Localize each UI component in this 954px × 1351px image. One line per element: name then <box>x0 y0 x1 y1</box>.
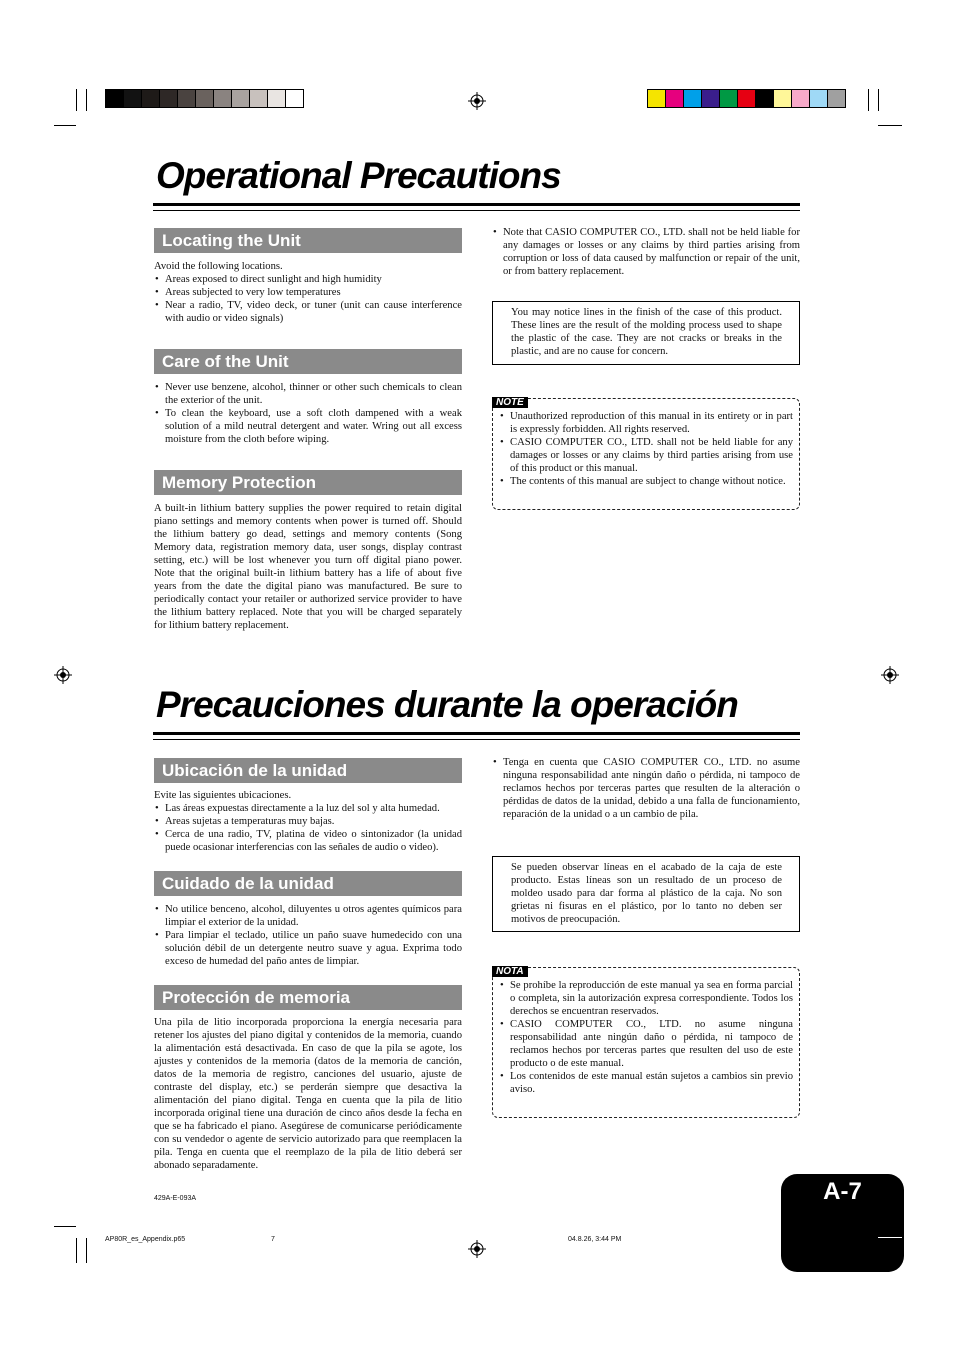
note-box <box>492 398 800 510</box>
list-item: • Cerca de una radio, TV, platina de video o sintonizador (la unidad puede ocasionar interferencias con las señales de audio o video). <box>154 828 462 854</box>
page-number-tab <box>781 1174 904 1272</box>
registration-mark-icon <box>881 666 899 684</box>
file-name: AP80R_es_Appendix.p65 <box>105 1236 186 1243</box>
list-item: • The contents of this manual are subject to change without notice. <box>499 475 793 488</box>
color-swatch <box>702 90 720 107</box>
list-item: • Para limpiar el teclado, utilice un paño suave humedecido con una solución débil de un detergente neutro suave y agua. Exprima todo exceso de humedad del paño antes de limpiar. <box>154 929 462 968</box>
print-timestamp: 04.8.26, 3:44 PM <box>568 1236 622 1243</box>
cuidado-text <box>154 903 462 968</box>
registration-mark-icon <box>468 1240 486 1258</box>
list-item: • Note that CASIO COMPUTER CO., LTD. shall not be held liable for any damages or losses or any claims by third parties arising from corruption or loss of data caused by malfunction or repair of the unit, or from battery replacement. <box>492 226 800 278</box>
section-heading-memory: Memory Protection <box>154 470 462 495</box>
list-item: • Areas sujetas a temperaturas muy bajas. <box>154 815 462 828</box>
molding-notice-box: You may notice lines in the finish of the case of this product. These lines are the result of the molding process used to shape the plastic of the case. They are not cracks or breaks in the plastic, and are no cause for concern. <box>492 301 800 365</box>
crop-mark <box>76 1238 77 1263</box>
list-item: • Unauthorized reproduction of this manual in its entirety or in part is expressly forbidden. All rights reserved. <box>499 410 793 436</box>
crop-mark <box>86 1238 87 1263</box>
color-swatch <box>106 90 124 107</box>
crop-mark <box>878 1237 902 1238</box>
color-swatch <box>268 90 286 107</box>
color-swatch <box>684 90 702 107</box>
section-heading-care: Care of the Unit <box>154 349 462 374</box>
section-heading-proteccion: Protección de memoria <box>154 985 462 1010</box>
page-title-en: Operational Precautions <box>156 155 561 196</box>
list-item: • Los contenidos de este manual están sujetos a cambios sin previo aviso. <box>499 1070 793 1096</box>
list-item: • Tenga en cuenta que CASIO COMPUTER CO., LTD. no asume ninguna responsabilidad ante ningún daño o pérdida, ni tampoco de reclamos hechos por terceras partes que resulten de la alteración o pérdidas de datos de la unidad, debido a una falla de funcionamiento, reparación de la unidad o a un cambio de pila. <box>492 756 800 821</box>
list-item: • Se prohíbe la reproducción de este manual ya sea en forma parcial o completa, sin la autorización expresa correspondiente. Todos los derechos se encuentran reservados. <box>499 979 793 1018</box>
color-swatch <box>124 90 142 107</box>
molding-notice-box: Se pueden observar líneas en el acabado de la caja de este producto. Estas líneas son un resultado de un proceso de moldeo usado para dar forma al plástico de la caja. No son grietas ni fisuras en el plástico, por lo tanto no deben ser motivos de preocupación. <box>492 856 800 932</box>
list-item: • Areas subjected to very low temperatures <box>154 286 462 299</box>
locating-text <box>154 260 462 325</box>
color-swatch <box>178 90 196 107</box>
memory-body: A built-in lithium battery supplies the power required to retain digital piano settings and memory contents when power is turned off. Should the lithium battery go dead, settings and memory contents (Song Memory data, registration memory data, user songs, display contrast setting, etc.) will be lost whenever you turn off digital piano power. Note that the original built-in lithium battery has a life of about five years from the date the digital piano was manufactured. Be sure to periodically contact your retailer or authorized service provider to have the lithium battery replaced. Note that you will be charged separately for lithium battery replacement. <box>154 503 462 631</box>
registration-mark-icon <box>54 666 72 684</box>
list-item: • To clean the keyboard, use a soft cloth dampened with a weak solution of a mild neutral detergent and water. Wring out all excess moisture from the cloth before wiping. <box>154 407 462 446</box>
section-heading-cuidado: Cuidado de la unidad <box>154 871 462 896</box>
color-swatch <box>756 90 774 107</box>
note-tag: NOTA <box>492 966 528 977</box>
color-swatch <box>810 90 828 107</box>
color-swatch <box>648 90 666 107</box>
page-number: A-7 <box>823 1178 862 1205</box>
note-box <box>492 967 800 1118</box>
page-title-es: Precauciones durante la operación <box>156 684 738 725</box>
color-swatch <box>250 90 268 107</box>
color-swatch <box>214 90 232 107</box>
care-text <box>154 381 462 446</box>
section-heading-ubicacion: Ubicación de la unidad <box>154 758 462 783</box>
crop-mark <box>86 89 87 111</box>
crop-mark <box>54 1226 76 1227</box>
grayscale-color-bar <box>105 89 304 108</box>
list-item: • CASIO COMPUTER CO., LTD. no asume ninguna responsabilidad ante ningún daño o pérdida, ni tampoco de reclamos hechos por terceras partes que resulten del uso de este producto o de este manual. <box>499 1018 793 1070</box>
note-text <box>499 410 793 488</box>
color-swatch <box>828 90 845 107</box>
crop-mark <box>878 89 879 111</box>
liability-text <box>492 226 800 278</box>
memory-body: Una pila de litio incorporada proporciona la energía necesaria para retener los ajustes del piano digital y contenidos de la memoria, cuando la alimentación está desactivada. En caso de que la pila se agote, los ajustes y contenidos de la memoria (datos de la memoria de canción, datos de la memoria de registro, canciones del usuario, ajuste de contraste del display, etc.) se perderán siempre que desactiva la alimentación del piano digital. Tenga en cuenta que la pila de litio incorporada original tiene una duración de cinco años desde la fecha en que se ha fabricado el piano. Asegúrese de comunicarse periódicamente con su vendedor o agente de servicio autorizado para que reemplacen la pila. Tenga en cuenta que el reemplazo de la pila de litio deberá ser abonado separadamente. <box>154 1017 462 1171</box>
registration-mark-icon <box>468 92 486 110</box>
color-swatch <box>160 90 178 107</box>
list-item: • Las áreas expuestas directamente a la luz del sol y alta humedad. <box>154 802 462 815</box>
list-item: • No utilice benceno, alcohol, diluyentes u otros agentes químicos para limpiar el exterior de la unidad. <box>154 903 462 929</box>
proteccion-text <box>154 1016 462 1172</box>
section-heading-locating: Locating the Unit <box>154 228 462 253</box>
color-swatch <box>774 90 792 107</box>
list-item: • Areas exposed to direct sunlight and high humidity <box>154 273 462 286</box>
process-color-bar <box>647 89 846 108</box>
ubicacion-intro: Evite las siguientes ubicaciones. <box>154 790 292 801</box>
locating-intro: Avoid the following locations. <box>154 261 283 272</box>
color-swatch <box>792 90 810 107</box>
color-swatch <box>232 90 250 107</box>
file-page-number: 7 <box>271 1236 275 1243</box>
crop-mark <box>54 125 76 126</box>
crop-mark <box>868 89 869 111</box>
list-item: • Near a radio, TV, video deck, or tuner (unit can cause interference with audio or video signals) <box>154 299 462 325</box>
note-tag: NOTE <box>492 397 528 408</box>
liability-text <box>492 756 800 821</box>
color-swatch <box>286 90 303 107</box>
color-swatch <box>720 90 738 107</box>
list-item: • Never use benzene, alcohol, thinner or other such chemicals to clean the exterior of the unit. <box>154 381 462 407</box>
color-swatch <box>142 90 160 107</box>
note-text <box>499 979 793 1096</box>
color-swatch <box>738 90 756 107</box>
list-item: • CASIO COMPUTER CO., LTD. shall not be held liable for any damages or losses or any claims by third parties arising from use of this product or this manual. <box>499 436 793 475</box>
memory-text <box>154 502 462 632</box>
crop-mark <box>76 89 77 111</box>
crop-mark <box>878 125 902 126</box>
color-swatch <box>196 90 214 107</box>
color-swatch <box>666 90 684 107</box>
title-rule <box>153 203 800 211</box>
doc-code: 429A-E-093A <box>154 1195 197 1202</box>
ubicacion-text <box>154 789 462 854</box>
title-rule <box>153 732 800 740</box>
